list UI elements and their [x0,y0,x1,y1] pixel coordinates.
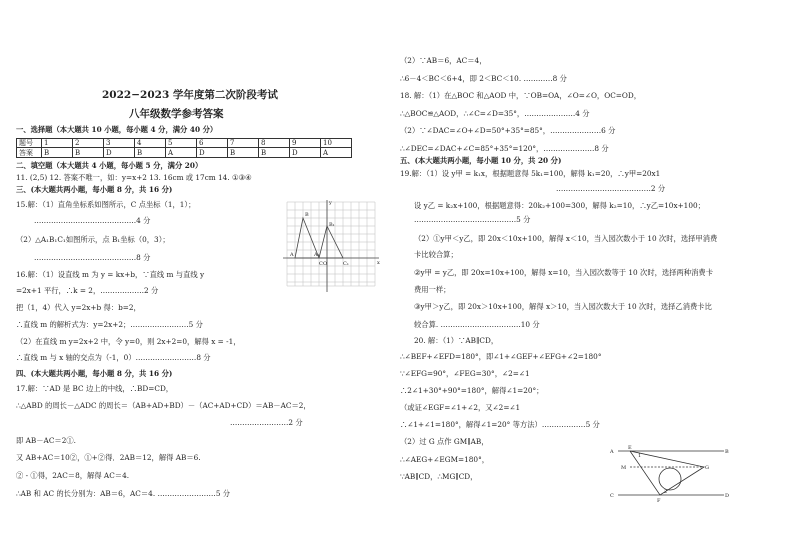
right-column [400,0,785,549]
label-angle-2: 2 [664,489,668,495]
solution-line: …………………………………2 分 [556,184,666,193]
solution-line: ∴∠DEC=∠DAC+∠C=85°+35°=120°，…………………8 分 [400,144,609,153]
solution-line: ② - ①得，2AC＝8，解得 AC＝4. [16,471,130,480]
solution-line: （2）过 G 点作 GM∥AB， [400,437,489,446]
solution-line: （2）∵∠DAC=∠O+∠D=50°+35°=85°，…………………6 分 [400,126,616,135]
solution-line: ∴AB 和 AC 的长分别为：AB＝6，AC＝4. ……………………5 分 [16,489,231,498]
solution-line: 卡比较合算； [414,250,458,259]
solution-line: ……………………2 分 [230,418,303,427]
solution-line: ……………………………………4 分 [34,216,151,225]
table-cell: D [197,148,228,157]
solution-line: ……………………………………8 分 [34,253,151,262]
table-cell: D [104,148,135,157]
table-cell: 6 [197,139,228,148]
solution-line: （2）∵AB＝6，AC＝4， [400,56,487,65]
solution-line: ∵∠EFG=90°，∠FEG=30°，∠2=∠1 [400,369,530,378]
solution-line: 费用一样； [414,285,451,294]
solution-line: 16.解：（1）设直线 m 为 y = kx+b，∵直线 m 与直线 y [16,270,205,279]
section-4-heading: 四、(本大题共两小题，每小题 8 分，共 16 分) [16,369,173,378]
table-cell: 题号 [17,139,42,148]
solution-line: 20. 解：（1）∵AB∥CD， [414,336,499,345]
fill-in-answers: 11. (2,5) 12. 答案不唯一，如：y=x+2 13. 16cm 或 17cm 14. ①③④ [16,173,252,182]
solution-line: 即 AB－AC＝2①. [16,436,76,445]
table-cell: 7 [228,139,259,148]
label-b: B [305,212,309,218]
solution-line: 又 AB+AC＝10②，①+②得．2AB＝12，解得 AB＝6. [16,453,201,462]
parallel-lines-figure [608,445,730,503]
solution-line: ∴△ABD 的周长－△ADC 的周长＝（AB+AD+BD）－（AC+AD+CD）＝AB－AC＝2， [16,401,311,410]
table-cell: D [290,148,321,157]
label-x-axis: x [377,260,380,266]
section-3-heading: 三、(本大题共两小题，每小题 8 分，共 16 分) [16,185,173,194]
label-c1: C₁ [343,261,349,267]
label-a: A [290,252,294,258]
table-cell: A [166,148,197,157]
solution-line: （2）△A₁B₁C₁如图所示，点 B₁坐标（0，3）； [16,235,170,244]
table-cell: 5 [166,139,197,148]
answer-table [16,138,352,158]
solution-line: ∴∠AEG+∠EGM=180°， [400,455,490,464]
label-a: A [610,449,614,455]
table-cell: 8 [259,139,290,148]
solution-line: ②y甲 = y乙，即 20x=10x+100，解得 x=10，当入园次数等于 10 次时，选择两种消费卡 [414,268,713,277]
solution-line: 17.解：∵AD 是 BC 边上的中线，∴BD=CD， [16,384,174,393]
label-e: E [628,445,632,451]
label-y-axis: y [329,200,332,206]
label-g: G [705,465,709,471]
table-cell: 10 [321,139,352,148]
solution-line: ∴6－4＜BC＜6+4，即 2＜BC＜10. …………8 分 [400,74,567,83]
label-c: C [610,493,614,499]
label-b1: B₁ [329,222,335,228]
label-m: M [621,465,627,471]
table-cell: 答案 [17,148,42,157]
solution-line: ∴△BOC≌△AOD，∴∠C=∠D=35°，…………………4 分 [400,109,590,118]
section-5-heading: 五、(本大题共两小题，每小题 10 分，共 20 分) [400,156,562,165]
solution-line: ∵AB∥CD，∴MG∥CD， [400,472,478,481]
label-b: B [725,449,729,455]
table-cell: B [259,148,290,157]
exam-subtitle: 八年级数学参考答案 [129,108,224,120]
table-cell: 1 [42,139,73,148]
left-column [16,0,401,549]
solution-line: ∴直线 m 的解析式为：y=2x+2；……………………5 分 [16,320,203,329]
solution-line: （2）在直线 m y=2x+2 中，令 y=0，则 2x+2=0，解得 x = -1， [16,337,241,346]
solution-line: （或证∠EGF=∠1+∠2，又∠2=∠1 [400,403,521,412]
solution-line: （2）①y甲＜y乙，即 20x＜10x+100，解得 x＜10，当入园次数小于 10 次时，选择甲消费 [414,234,718,243]
solution-line: ③y甲＞y乙，即 20x＞10x+100，解得 x＞10，当入园次数大于 10 次时，选择乙消费卡比 [414,302,712,311]
table-cell: B [228,148,259,157]
label-origin: O [323,261,328,267]
table-cell: 3 [104,139,135,148]
label-f: F [657,498,661,503]
solution-line: ∴直线 m 与 x 轴的交点为（-1，0）.……………………8 分 [16,353,211,362]
table-cell: 9 [290,139,321,148]
coordinate-grid-figure [279,198,383,294]
solution-line: ∴∠1+∠1=180°，解得∠1=20° 等方法）………………5 分 [400,420,600,429]
label-c: C [319,261,323,267]
table-cell: A [321,148,352,157]
table-cell: 2 [73,139,104,148]
solution-line: 15.解：（1）直角坐标系如图所示，C 点坐标（1，1）； [16,200,196,209]
solution-line: ∴2∠1+30°+90°=180°，解得∠1=20°； [400,386,544,395]
solution-line: 把（1，4）代入 y=2x+b 得：b=2， [16,303,141,312]
table-cell: 4 [135,139,166,148]
protractor-circle [659,468,681,490]
solution-line: 19.解：（1）设 y甲 = k₁x，根据题意得 5k₁=100，解得 k₁=20，∴y甲=20x1 [400,169,661,178]
table-cell: B [42,148,73,157]
answer-table-answer-row [17,148,352,157]
solution-line: ∴∠BEF+∠EFD=180°，即∠1+∠GEF+∠EFG+∠2=180° [400,352,602,361]
solution-line: ……………………………………5 分 [414,215,531,224]
section-2-heading: 二、填空题（本大题共 4 小题，每小题 5 分，满分 20） [16,161,203,170]
section-1-heading: 一、选择题（本大题共 10 小题，每小题 4 分，满分 40 分） [16,125,218,134]
solution-line: =2x+1 平行，∴k = 2，………………2 分 [16,286,159,295]
table-cell: B [73,148,104,157]
exam-title: 2022−2023 学年度第二次阶段考试 [102,89,278,101]
answer-table-header-row [17,139,352,148]
solution-line: 设 y乙 = k₂x+100，根据题意得：20k₂+100=300，解得 k₂=10，∴y乙=10x+100； [414,201,705,210]
label-a1: A₁ [314,252,320,258]
solution-line: 较合算. ……………………………10 分 [414,320,540,329]
label-angle-1: 1 [638,453,642,459]
label-d: D [725,493,730,499]
solution-line: 18. 解：（1）在△BOC 和△AOD 中，∵OB=OA，∠O=∠O，OC=OD， [400,91,642,100]
table-cell: B [135,148,166,157]
